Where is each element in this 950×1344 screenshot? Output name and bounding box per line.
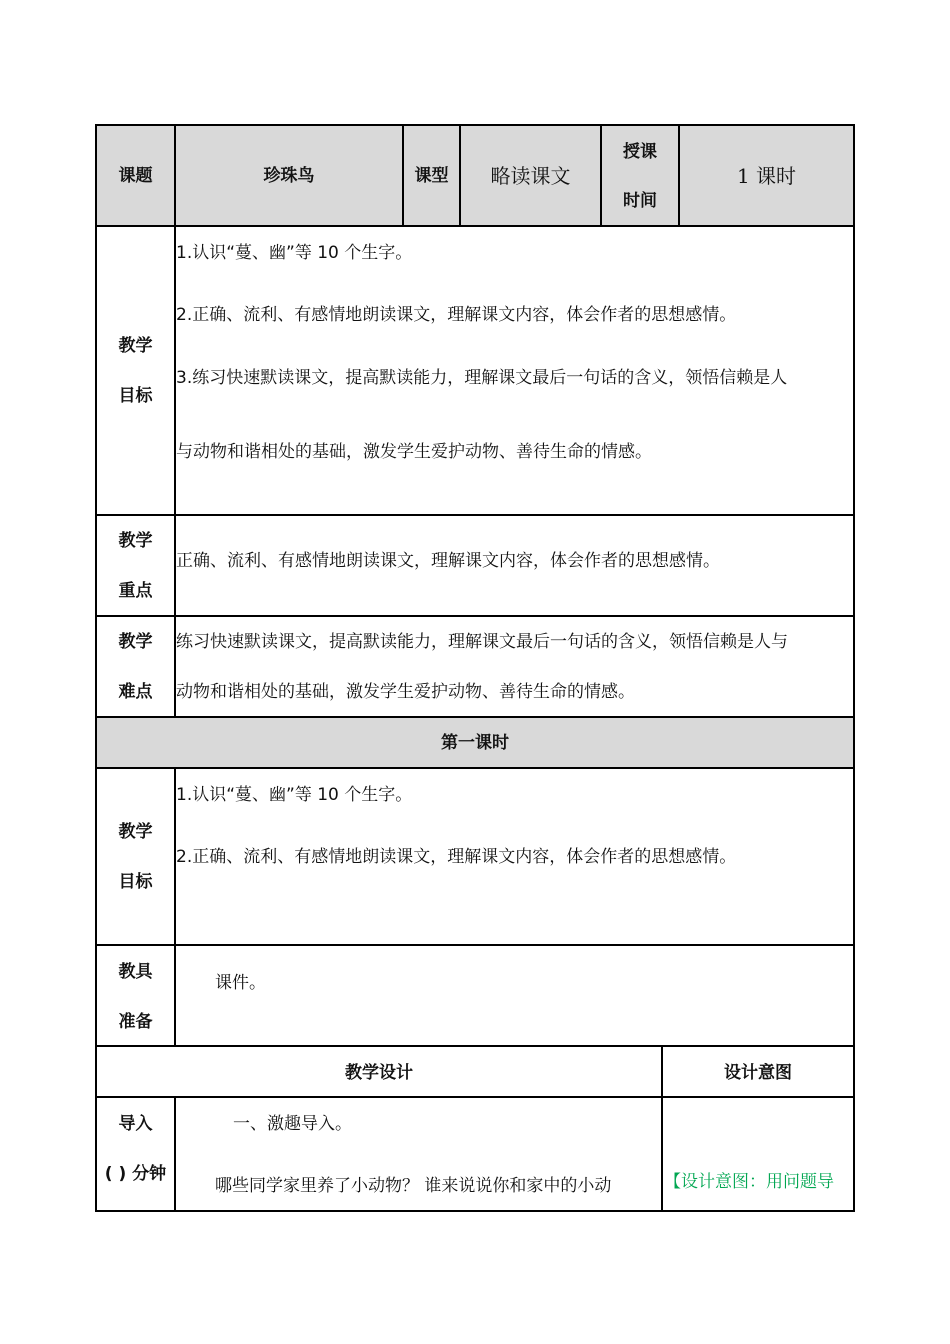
difficulties-line: 练习快速默读课文，提高默读能力，理解课文最后一句话的含义，领悟信赖是人与 <box>176 632 788 652</box>
lesson-objectives-label-line1: 教学 <box>118 822 153 842</box>
tools-label-line1: 教具 <box>118 962 153 982</box>
objective-line: 与动物和谐相处的基础，激发学生爱护动物、善待生命的情感。 <box>176 442 652 462</box>
table-border <box>95 615 855 617</box>
time-label-line1: 授课 <box>623 142 657 162</box>
objectives-label-line1: 教学 <box>118 336 153 356</box>
table-border <box>853 124 855 1212</box>
table-border <box>95 1096 855 1098</box>
intro-label-line2: ( ) 分钟 <box>104 1164 167 1184</box>
objective-line: 1.认识“蔓、幽”等 10 个生字。 <box>176 243 413 263</box>
key-points-label-line2: 重点 <box>118 581 153 601</box>
objectives-label-line2: 目标 <box>118 386 153 406</box>
objective-line: 2.正确、流利、有感情地朗读课文，理解课文内容，体会作者的思想感情。 <box>176 305 737 325</box>
table-border <box>95 225 855 227</box>
difficulties-label-line2: 难点 <box>118 682 153 702</box>
table-border <box>95 767 855 769</box>
intent-header: 设计意图 <box>724 1063 792 1083</box>
objective-line: 3.练习快速默读课文，提高默读能力，理解课文最后一句话的含义，领悟信赖是人 <box>176 368 788 388</box>
intro-label-line1: 导入 <box>118 1114 153 1134</box>
table-border <box>95 944 855 946</box>
lesson-objectives-label-line2: 目标 <box>118 872 153 892</box>
table-border <box>174 767 176 1047</box>
difficulties-line: 动物和谐相处的基础，激发学生爱护动物、善待生命的情感。 <box>176 682 635 702</box>
step-text: 哪些同学家里养了小动物？ 谁来说说你和家中的小动 <box>215 1176 612 1196</box>
lesson-objective-line: 2.正确、流利、有感情地朗读课文，理解课文内容，体会作者的思想感情。 <box>176 847 737 867</box>
tools-value: 课件。 <box>215 973 266 993</box>
design-header: 教学设计 <box>345 1063 413 1083</box>
table-border <box>95 716 855 718</box>
table-border <box>174 124 176 718</box>
intent-text: 【设计意图：用问题导 <box>664 1172 834 1192</box>
key-points-label-line1: 教学 <box>118 531 153 551</box>
table-border <box>95 124 97 1212</box>
time-label-line2: 时间 <box>623 191 657 211</box>
difficulties-label-line1: 教学 <box>118 632 153 652</box>
type-label: 课型 <box>414 166 449 186</box>
table-border <box>95 514 855 516</box>
type-value: 略读课文 <box>490 164 571 188</box>
key-points-text: 正确、流利、有感情地朗读课文，理解课文内容，体会作者的思想感情。 <box>176 551 720 571</box>
table-border <box>95 1045 855 1047</box>
tools-label-line2: 准备 <box>118 1012 153 1032</box>
lesson-objective-line: 1.认识“蔓、幽”等 10 个生字。 <box>176 785 413 805</box>
table-border <box>95 1210 855 1212</box>
topic-value: 珍珠鸟 <box>263 166 315 186</box>
lesson-one-title: 第一课时 <box>441 733 509 753</box>
step-title: 一、激趣导入。 <box>233 1114 352 1134</box>
table-border <box>95 124 855 126</box>
topic-label: 课题 <box>118 166 153 186</box>
time-value: 1 课时 <box>736 164 797 188</box>
